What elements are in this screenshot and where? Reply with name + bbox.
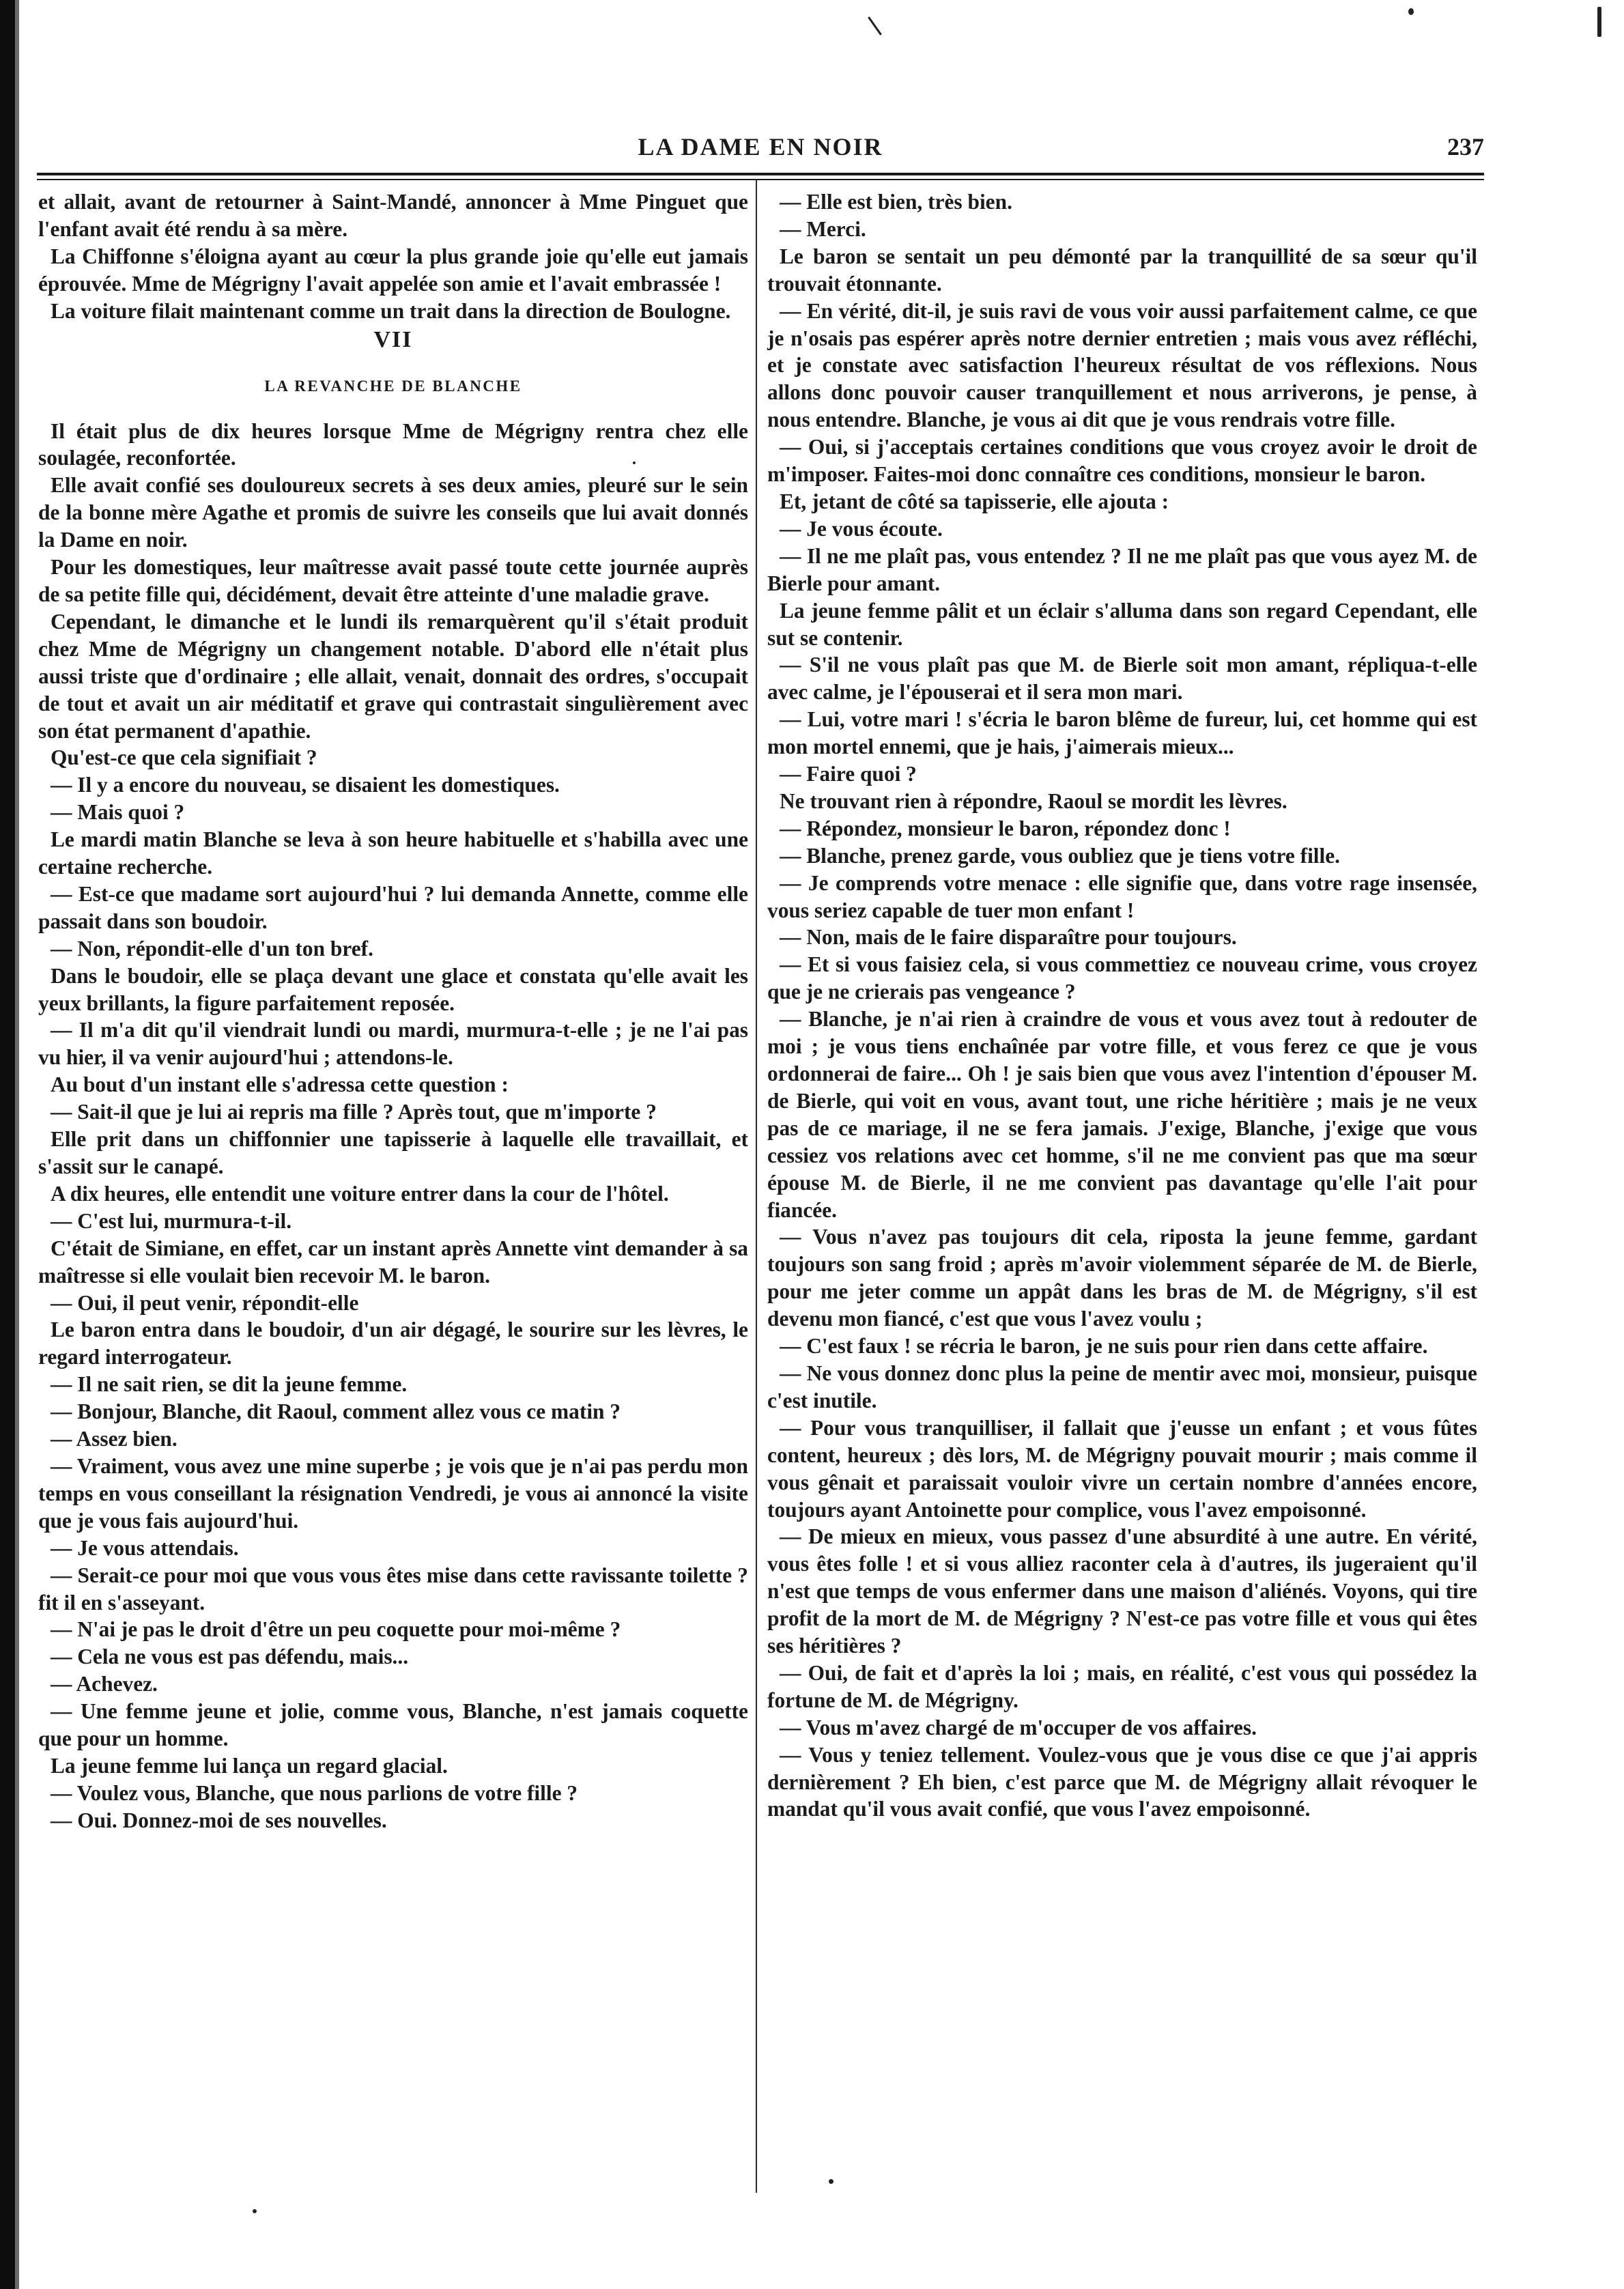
page-number: 237 — [1447, 133, 1484, 160]
paragraph: — S'il ne vous plaît pas que M. de Bierle soit mon amant, répliqua-t-elle avec calme, je l'épouserai et il sera mon mari. — [767, 653, 1477, 705]
paragraph: A dix heures, elle entendit une voiture entrer dans la cour de l'hôtel. — [51, 1181, 669, 1206]
paragraph: — Je comprends votre menace : elle signifie que, dans votre rage insensée, vous seriez capable de tuer mon enfant ! — [767, 870, 1477, 922]
ink-speck — [868, 16, 882, 35]
ink-speck — [1597, 7, 1601, 37]
paragraph: — Et si vous faisiez cela, si vous commettiez ce nouveau crime, vous croyez que je ne crierais pas vengeance ? — [767, 952, 1477, 1004]
paragraph: — Il ne sait rien, se dit la jeune femme. — [51, 1372, 408, 1397]
paragraph: La Chiffonne s'éloigna ayant au cœur la plus grande joie qu'elle eut jamais éprouvée. Mme de Mégrigny l'avait appelée son amie et l'avait embrassée ! — [38, 244, 748, 296]
paragraph: Qu'est-ce que cela signifiait ? — [51, 745, 317, 770]
paragraph: — Je vous écoute. — [780, 516, 943, 541]
paragraph: Et, jetant de côté sa tapisserie, elle ajouta : — [780, 489, 1169, 513]
paragraph: — C'est faux ! se récria le baron, je ne suis pour rien dans cette affaire. — [780, 1334, 1428, 1359]
paragraph: — Il y a encore du nouveau, se disaient les domestiques. — [51, 773, 560, 797]
left-column-body — [38, 418, 748, 1834]
ink-speck — [1408, 8, 1414, 15]
paragraph: Elle prit dans un chiffonnier une tapisserie à laquelle elle travaillait, et s'assit sur le canapé. — [38, 1127, 748, 1178]
paragraph: — Blanche, prenez garde, vous oubliez que je tiens votre fille. — [780, 843, 1341, 868]
paragraph: — Serait-ce pour moi que vous vous êtes mise dans cette ravissante toilette ? fit il en s'asseyant. — [38, 1563, 748, 1615]
paragraph: — De mieux en mieux, vous passez d'une absurdité à une autre. En vérité, vous êtes folle ! et si vous alliez raconter cela à d'autres, ils jugeraient qu'il n'est que temps de vous enfermer dans une maison d'aliénés. Voyons, qui tire profit de la mort de M. de Mégrigny ? N'est-ce pas votre fille et vous qui êtes ses héritières ? — [767, 1524, 1477, 1658]
paragraph: C'était de Simiane, en effet, car un instant après Annette vint demander à sa maîtresse si elle voulait bien recevoir M. le baron. — [38, 1236, 748, 1288]
paragraph: Pour les domestiques, leur maîtresse avait passé toute cette journée auprès de sa petite fille qui, décidément, devait être atteinte d'une maladie grave. — [38, 555, 748, 606]
paragraph: — Il ne me plaît pas, vous entendez ? Il ne me plaît pas que vous ayez M. de Bierle pour amant. — [767, 543, 1477, 595]
paragraph: — Blanche, je n'ai rien à craindre de vous et vous avez tout à redouter de moi ; je vous tiens enchaînée par votre fille, et vous ferez ce que je vous ordonnerai de faire... Oh ! je sais bien que vous avez l'intention d'épouser M. de Bierle, qui voit en vous, avant tout, une riche héritière ; mais je ne veux pas de ce mariage, il ne se fera jamais. J'exige, Blanche, j'exige que vous cessiez vos relations avec cet homme, s'il ne me convient pas que ma sœur épouse M. de Bierle, il ne me convient pas davantage qu'elle l'ait pour fiancée. — [767, 1007, 1477, 1222]
page-header — [37, 132, 1484, 168]
running-title: LA DAME EN NOIR — [638, 133, 883, 160]
paragraph: — Non, mais de le faire disparaître pour toujours. — [780, 925, 1237, 950]
paragraph: Dans le boudoir, elle se plaça devant une glace et constata qu'elle avait les yeux brillants, la figure parfaitement reposée. — [38, 963, 748, 1015]
paragraph: — Achevez. — [51, 1672, 158, 1696]
paragraph: — Il m'a dit qu'il viendrait lundi ou mardi, murmura-t-elle ; je ne l'ai pas vu hier, il va venir aujourd'hui ; attendons-le. — [38, 1018, 748, 1070]
paragraph: Le baron entra dans le boudoir, d'un air dégagé, le sourire sur les lèvres, le regard interrogateur. — [38, 1318, 748, 1369]
paragraph: — Oui, de fait et d'après la loi ; mais, en réalité, c'est vous qui possédez la fortune de M. de Mégrigny. — [767, 1660, 1477, 1712]
paragraph: — Sait-il que je lui ai repris ma fille ? Après tout, que m'importe ? — [51, 1100, 657, 1124]
paragraph: — Cela ne vous est pas défendu, mais... — [51, 1645, 409, 1669]
paragraph: — Vraiment, vous avez une mine superbe ; je vois que je n'ai pas perdu mon temps en vous conseillant la résignation Vendredi, je vous ai annoncé la visite que je vous fais aujourd'hui. — [38, 1453, 748, 1533]
paragraph: — Faire quoi ? — [780, 762, 917, 786]
paragraph: et allait, avant de retourner à Saint-Mandé, annoncer à Mme Pinguet que l'enfant avait été rendu à sa mère. — [38, 190, 748, 241]
paragraph: — Elle est bien, très bien. — [780, 190, 1012, 214]
paragraph: — N'ai je pas le droit d'être un peu coquette pour moi-même ? — [51, 1617, 621, 1642]
ink-speck — [253, 2209, 257, 2213]
left-column — [38, 188, 748, 1834]
paragraph: — Assez bien. — [51, 1427, 177, 1451]
paragraph: Ne trouvant rien à répondre, Raoul se mordit les lèvres. — [780, 788, 1287, 813]
paragraph: — Ne vous donnez donc plus la peine de mentir avec moi, monsieur, puisque c'est inutile. — [767, 1361, 1477, 1412]
paragraph: — Lui, votre mari ! s'écria le baron blême de fureur, lui, cet homme qui est mon mortel ennemi, que je hais, j'aimerais mieux... — [767, 707, 1477, 759]
paragraph: — Vous m'avez chargé de m'occuper de vos affaires. — [780, 1715, 1257, 1739]
paragraph: — Oui. Donnez-moi de ses nouvelles. — [51, 1808, 387, 1832]
paragraph: — Répondez, monsieur le baron, répondez donc ! — [780, 816, 1231, 840]
paragraph: — Bonjour, Blanche, dit Raoul, comment allez vous ce matin ? — [51, 1399, 621, 1424]
paragraph: — Voulez vous, Blanche, que nous parlions de votre fille ? — [51, 1780, 578, 1805]
right-column — [767, 188, 1477, 1823]
book-spine-shadow — [0, 0, 15, 2289]
paragraph: Au bout d'un instant elle s'adressa cette question : — [51, 1072, 509, 1097]
column-divider — [756, 179, 757, 2193]
paragraph: — Vous y teniez tellement. Voulez-vous que je vous dise ce que j'ai appris dernièrement ? Eh bien, c'est parce que M. de Mégrigny allait révoquer le mandat qu'il vous avait confié, que vous l'avez empoisonné. — [767, 1742, 1477, 1821]
header-rule — [37, 173, 1484, 175]
right-column-body — [767, 188, 1477, 1823]
paragraph: La voiture filait maintenant comme un trait dans la direction de Boulogne. — [51, 298, 731, 323]
paragraph: Il était plus de dix heures lorsque Mme de Mégrigny rentra chez elle soulagée, reconfortée. — [38, 418, 748, 470]
paragraph: La jeune femme pâlit et un éclair s'alluma dans son regard Cependant, elle sut se contenir. — [767, 598, 1477, 650]
paragraph: Elle avait confié ses douloureux secrets à ses deux amies, pleuré sur le sein de la bonne mère Agathe et promis de suivre les conseils que lui avait donnés la Dame en noir. — [38, 473, 748, 552]
paragraph: La jeune femme lui lança un regard glacial. — [51, 1753, 448, 1778]
paragraph: Cependant, le dimanche et le lundi ils remarquèrent qu'il s'était produit chez Mme de Mégrigny un changement notable. D'abord elle n'était plus aussi triste que d'ordinaire ; elle allait, venait, donnait des ordres, s'occupait de tout et avait un air méditatif et grave qui contrastait singulièrement avec son état permanent d'apathie. — [38, 609, 748, 743]
paragraph: — Je vous attendais. — [51, 1535, 239, 1560]
section-title: LA REVANCHE DE BLANCHE — [264, 377, 522, 395]
paragraph: — Non, répondit-elle d'un ton bref. — [51, 936, 373, 961]
header-rule-thin — [37, 179, 1484, 180]
paragraph: — Pour vous tranquilliser, il fallait que j'eusse un enfant ; et vous fûtes content, heureux ; dès lors, M. de Mégrigny pouvait mourir ; mais comme il vous gênait et paraissait vouloir vivre un certain nombre d'années encore, toujours ayant Antoinette pour complice, vous l'avez empoisonné. — [767, 1415, 1477, 1522]
paragraph: Le baron se sentait un peu démonté par la tranquillité de sa sœur qu'il trouvait étonnante. — [767, 244, 1477, 296]
chapter-number: VII — [373, 326, 413, 352]
paragraph: — Merci. — [780, 216, 866, 241]
paragraph: — Mais quoi ? — [51, 800, 185, 825]
paragraph: — Est-ce que madame sort aujourd'hui ? lui demanda Annette, comme elle passait dans son boudoir. — [38, 881, 748, 933]
paragraph: — Une femme jeune et jolie, comme vous, Blanche, n'est jamais coquette que pour un homme. — [38, 1699, 748, 1751]
paragraph: — C'est lui, murmura-t-il. — [51, 1208, 292, 1233]
spine-edge — [15, 0, 19, 2289]
paragraph: — Oui, si j'acceptais certaines conditions que vous croyez avoir le droit de m'imposer. Faites-moi donc connaître ces conditions, monsieur le baron. — [767, 435, 1477, 487]
paragraph: — Oui, il peut venir, répondit-elle — [51, 1290, 359, 1315]
paragraph: Le mardi matin Blanche se leva à son heure habituelle et s'habilla avec une certaine recherche. — [38, 827, 748, 879]
left-column-opening — [38, 188, 748, 325]
ink-speck — [829, 2179, 834, 2184]
paragraph: — En vérité, dit-il, je suis ravi de vous voir aussi parfaitement calme, ce que je n'osais pas espérer après notre dernier entretien ; mais vous avez réfléchi, et je constate avec satisfaction l'heureux résultat de vos réflexions. Nous allons donc pouvoir causer tranquillement et nous arriverons, je pense, à nous entendre. Blanche, je vous ai dit que je vous rendrais votre fille. — [767, 298, 1477, 432]
paragraph: — Vous n'avez pas toujours dit cela, riposta la jeune femme, gardant toujours son sang froid ; après m'avoir violemment séparée de M. de Bierle, pour me jeter comme un appât dans les bras de M. de Mégrigny, s'il est devenu mon fiancé, c'est que vous l'avez voulu ; — [767, 1225, 1477, 1331]
